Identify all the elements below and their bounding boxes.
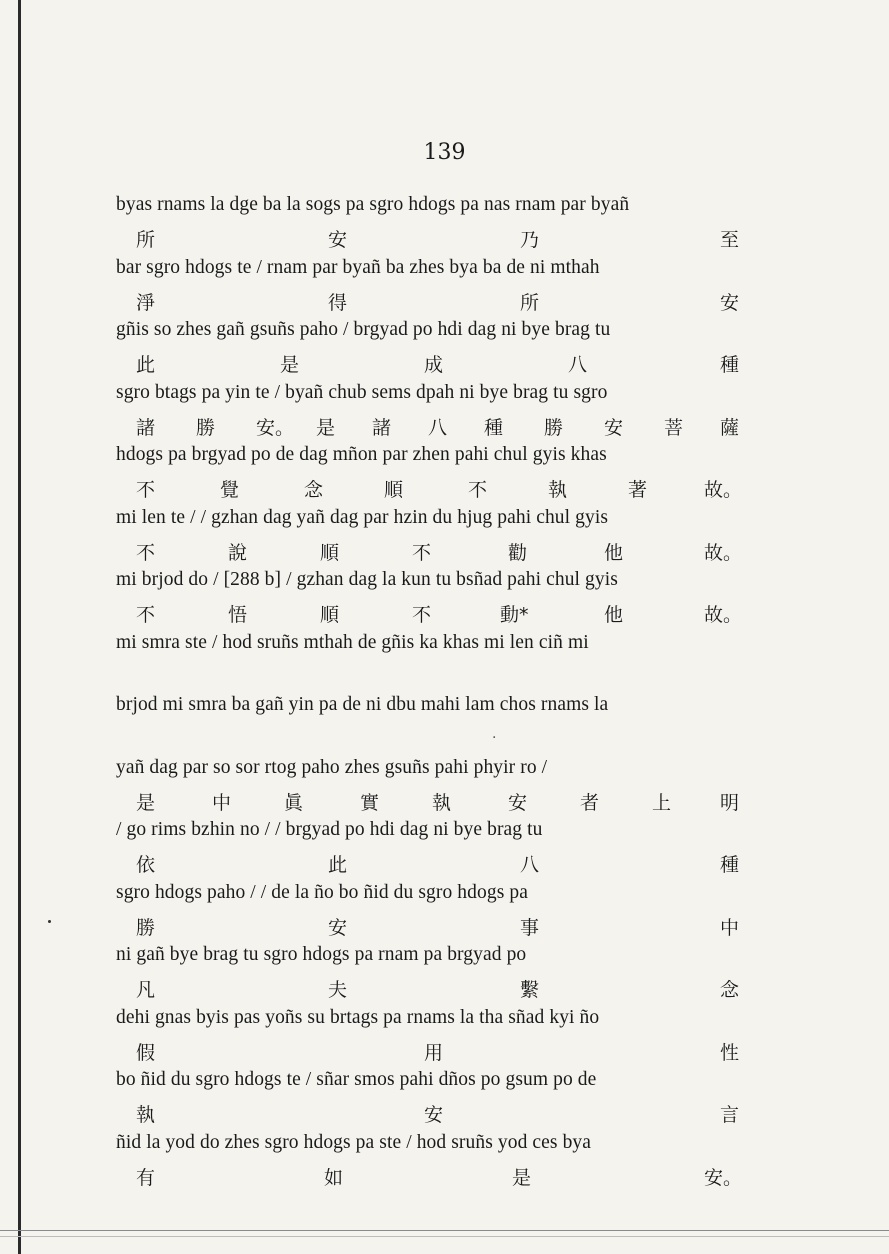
text-line: dehi gnas byis pas yoñs su brtags pa rnams la tha sñad kyi ño	[116, 1007, 600, 1028]
gloss-line	[116, 600, 756, 626]
gloss-char: 乃	[520, 229, 540, 251]
gloss-char: 覺	[220, 479, 240, 501]
gloss-char: 種	[484, 417, 504, 439]
text-line: bo ñid du sgro hdogs te / sñar smos pahi dños po gsum po de	[116, 1069, 597, 1090]
gloss-line	[116, 1038, 756, 1064]
text-line: mi len te / / gzhan dag yañ dag par hzin du hjug pahi chul gyis	[116, 507, 609, 528]
text-line: byas rnams la dge ba la sogs pa sgro hdogs pa nas rnam par byañ	[116, 194, 630, 215]
gloss-line	[116, 538, 756, 564]
text-line: ni gañ bye brag tu sgro hdogs pa rnam pa brgyad po	[116, 944, 527, 965]
gloss-char: 八	[568, 354, 588, 376]
margin-dot	[48, 920, 51, 923]
gloss-char: 上	[652, 792, 672, 814]
gloss-char: 不	[468, 479, 488, 501]
gloss-char: 性	[720, 1042, 740, 1064]
gloss-char: 不	[412, 604, 432, 626]
gloss-char: 安。	[256, 417, 295, 439]
gloss-char: 勝	[544, 417, 564, 439]
gloss-char: 勸	[508, 542, 528, 564]
gloss-char: 念	[720, 979, 740, 1001]
gloss-char: 執	[136, 1104, 156, 1126]
gloss-char: 不	[136, 479, 156, 501]
gloss-char: 勝	[136, 917, 156, 939]
gloss-char: 薩	[720, 417, 740, 439]
gloss-char: 安	[424, 1104, 444, 1126]
margin-mark: ·	[492, 730, 497, 746]
gloss-char: 淨	[136, 292, 156, 314]
gloss-char: 八	[428, 417, 448, 439]
gloss-char: 不	[136, 604, 156, 626]
text-line: / go rims bzhin no / / brgyad po hdi dag ni bye brag tu	[116, 819, 543, 840]
gloss-char: 動*	[500, 604, 529, 626]
gloss-char: 順	[320, 604, 340, 626]
gloss-char: 所	[136, 229, 156, 251]
text-line: brjod mi smra ba gañ yin pa de ni dbu mahi lam chos rnams la	[116, 694, 609, 715]
text-line: ñid la yod do zhes sgro hdogs pa ste / hod sruñs yod ces bya	[116, 1132, 592, 1153]
gloss-char: 順	[384, 479, 404, 501]
gloss-char: 至	[720, 229, 740, 251]
gloss-char: 故。	[704, 604, 743, 626]
gloss-char: 言	[720, 1104, 740, 1126]
gloss-char: 如	[324, 1167, 344, 1189]
text-line: mi smra ste / hod sruñs mthah de gñis ka khas mi len ciñ mi	[116, 632, 589, 653]
gloss-char: 他	[604, 604, 624, 626]
gloss-line	[116, 225, 756, 251]
gloss-char: 八	[520, 854, 540, 876]
gloss-line	[116, 1163, 756, 1189]
gloss-char: 安	[604, 417, 624, 439]
gloss-char: 是	[512, 1167, 532, 1189]
gloss-char: 者	[580, 792, 600, 814]
gloss-char: 安	[328, 917, 348, 939]
gloss-char: 勝	[196, 417, 216, 439]
gloss-char: 實	[360, 792, 380, 814]
gloss-char: 依	[136, 854, 156, 876]
gloss-char: 繫	[520, 979, 540, 1001]
gloss-char: 得	[328, 292, 348, 314]
gloss-char: 此	[328, 854, 348, 876]
gloss-char: 用	[424, 1042, 444, 1064]
page-bottom-rule	[0, 1230, 889, 1231]
gloss-char: 事	[520, 917, 540, 939]
gloss-char: 念	[304, 479, 324, 501]
gloss-char: 有	[136, 1167, 156, 1189]
gloss-char: 種	[720, 854, 740, 876]
text-line: mi brjod do / [288 b] / gzhan dag la kun tu bsñad pahi chul gyis	[116, 569, 618, 590]
gloss-line	[116, 288, 756, 314]
gloss-char: 是	[280, 354, 300, 376]
gloss-char: 執	[432, 792, 452, 814]
gloss-char: 夫	[328, 979, 348, 1001]
gloss-char: 安	[508, 792, 528, 814]
gloss-char: 種	[720, 354, 740, 376]
text-line: sgro btags pa yin te / byañ chub sems dpah ni bye brag tu sgro	[116, 382, 608, 403]
gloss-char: 安。	[704, 1167, 743, 1189]
text-line: sgro hdogs paho / / de la ño bo ñid du sgro hdogs pa	[116, 882, 528, 903]
gloss-char: 假	[136, 1042, 156, 1064]
gloss-char: 是	[136, 792, 156, 814]
gloss-char: 眞	[284, 792, 304, 814]
gloss-char: 悟	[228, 604, 248, 626]
gloss-line	[116, 975, 756, 1001]
text-line: yañ dag par so sor rtog paho zhes gsuñs pahi phyir ro /	[116, 757, 548, 778]
text-line: bar sgro hdogs te / rnam par byañ ba zhes bya ba de ni mthah	[116, 257, 600, 278]
gloss-line	[116, 850, 756, 876]
gloss-char: 說	[228, 542, 248, 564]
page-bottom-rule	[0, 1236, 889, 1237]
gloss-char: 成	[424, 354, 444, 376]
gloss-char: 順	[320, 542, 340, 564]
text-line: hdogs pa brgyad po de dag mñon par zhen pahi chul gyis khas	[116, 444, 607, 465]
gloss-char: 所	[520, 292, 540, 314]
gloss-char: 此	[136, 354, 156, 376]
text-line: gñis so zhes gañ gsuñs paho / brgyad po hdi dag ni bye brag tu	[116, 319, 611, 340]
gloss-char: 明	[720, 792, 740, 814]
gloss-char: 故。	[704, 479, 743, 501]
gloss-char: 他	[604, 542, 624, 564]
gloss-char: 凡	[136, 979, 156, 1001]
gloss-char: 著	[628, 479, 648, 501]
page-spine-edge	[18, 0, 21, 1254]
gloss-line	[116, 1100, 756, 1126]
gloss-char: 不	[412, 542, 432, 564]
gloss-char: 諸	[136, 417, 156, 439]
gloss-char: 不	[136, 542, 156, 564]
gloss-line	[116, 475, 756, 501]
gloss-line	[116, 913, 756, 939]
gloss-char: 中	[212, 792, 232, 814]
gloss-line	[116, 788, 756, 814]
gloss-char: 是	[316, 417, 336, 439]
gloss-line	[116, 350, 756, 376]
gloss-char: 菩	[664, 417, 684, 439]
gloss-char: 安	[720, 292, 740, 314]
gloss-char: 諸	[372, 417, 392, 439]
gloss-char: 執	[548, 479, 568, 501]
gloss-char: 中	[720, 917, 740, 939]
page-number: 139	[423, 140, 466, 165]
gloss-char: 故。	[704, 542, 743, 564]
gloss-char: 安	[328, 229, 348, 251]
gloss-line	[116, 413, 756, 439]
